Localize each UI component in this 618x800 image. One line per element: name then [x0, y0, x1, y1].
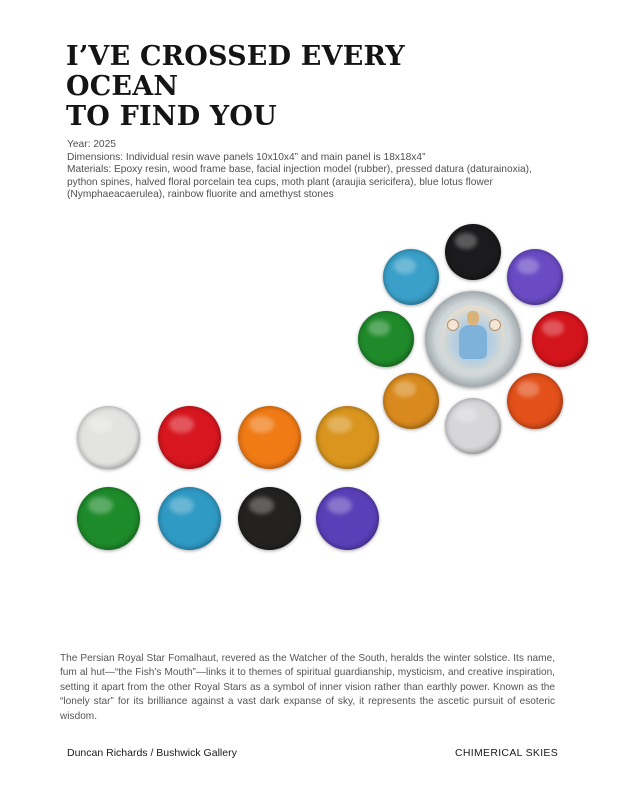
flower-petal-green — [358, 311, 414, 367]
flower-petal-red — [532, 311, 588, 367]
center-panel — [425, 291, 521, 387]
flower-petal-orange — [507, 373, 563, 429]
dimensions-text: Dimensions: Individual resin wave panels 10x10x4” and main panel is 18x18x4” — [67, 151, 426, 163]
figure-head — [467, 311, 479, 325]
title-line-2: TO FIND YOU — [66, 101, 277, 132]
artwork-details — [67, 139, 559, 202]
center-panel-inner — [441, 305, 505, 373]
flower-petal-black — [445, 224, 501, 280]
page-title — [66, 42, 526, 132]
flower-petal-amber — [383, 373, 439, 429]
flower-petal-purple — [507, 249, 563, 305]
title-line-1: I’VE CROSSED EVERY OCEAN — [66, 41, 405, 102]
wave-panel-row1-red — [158, 406, 221, 469]
flower-petal-white — [445, 398, 501, 454]
wave-panel-row2-blue — [158, 487, 221, 550]
wave-panel-row1-orange — [238, 406, 301, 469]
description-text: The Persian Royal Star Fomalhaut, revered as the Watcher of the South, heralds the winter solstice. Its name, fum al hut—“the Fish’s Mouth”—links it to themes of spiritual guardianship, mysticism, and creative inspiration, setting it apart from the other Royal Stars as a symbol of inner vision rather than earthly power. Known as the “lonely star” for its brilliance against a vast dark expanse of sky, it represents the ascetic pursuit of esoteric wisdom. — [60, 653, 555, 722]
flower-petal-blue — [383, 249, 439, 305]
wave-panel-row2-purple — [316, 487, 379, 550]
materials-text: Materials: Epoxy resin, wood frame base, facial injection model (rubber), pressed datura (daturainoxia), python spines, halved floral porcelain tea cups, moth plant (araujia sericifera), blue lotus flower (Nymphaeacaerulea), rainbow fluorite and amethyst stones — [67, 164, 532, 201]
wave-panel-row2-black — [238, 487, 301, 550]
teacup-right — [489, 319, 501, 331]
wave-panel-row2-green — [77, 487, 140, 550]
wave-panel-row1-white — [77, 406, 140, 469]
figure-body — [459, 325, 487, 359]
year-text: Year: 2025 — [67, 139, 116, 150]
wave-panel-row1-amber — [316, 406, 379, 469]
teacup-left — [447, 319, 459, 331]
artist-credit: Duncan Richards / Bushwick Gallery — [67, 747, 237, 759]
series-name: CHIMERICAL SKIES — [455, 747, 559, 759]
